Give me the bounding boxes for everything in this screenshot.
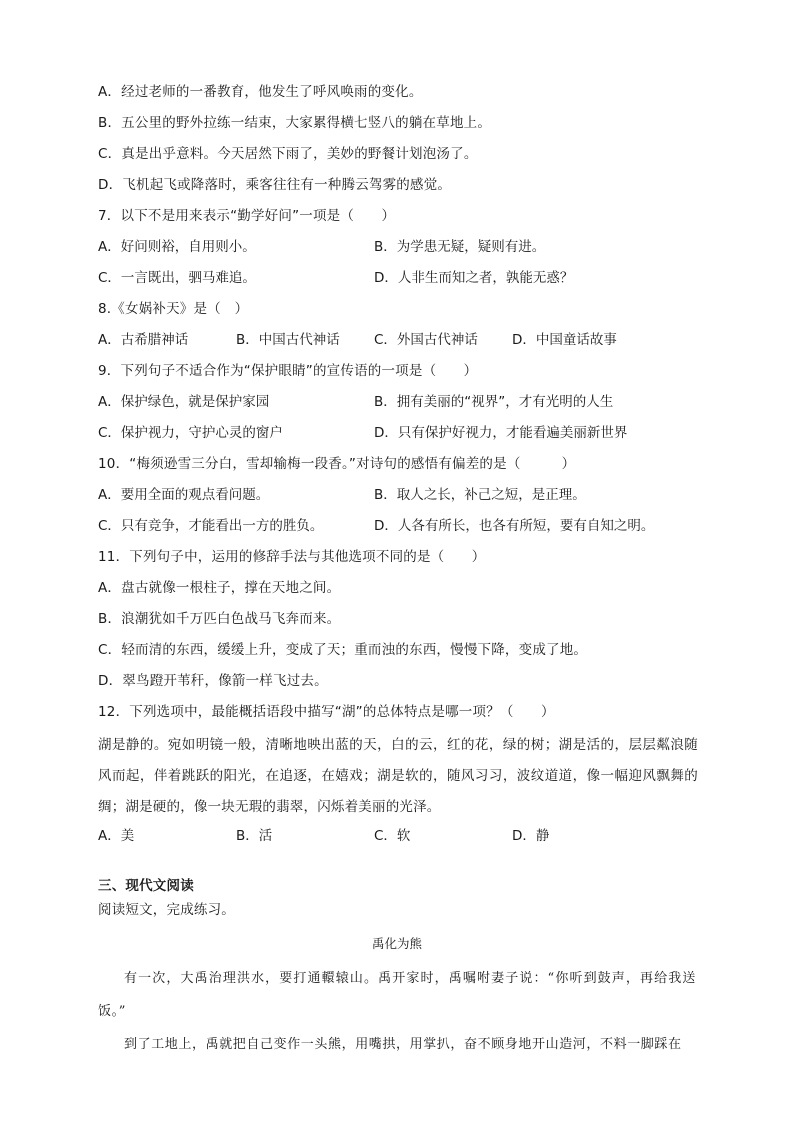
q8-option-b: B．中国古代神话 (236, 332, 340, 348)
q6-option-d: D．飞机起飞或降落时，乘客往往有一种腾云驾雾的感觉。 (98, 177, 452, 193)
q10-option-d: D．人各有所长，也各有所短，要有自知之明。 (374, 518, 655, 534)
q7-option-c: C．一言既出，驷马难追。 (98, 270, 256, 286)
q10-stem: 10．“梅须逊雪三分白，雪却输梅一段香。”对诗句的感悟有偏差的是（ ） (98, 456, 576, 472)
q8-option-a: A．古希腊神话 (98, 332, 189, 348)
q9-option-a: A．保护绿色，就是保护家园 (98, 394, 270, 410)
q8-option-c: C．外国古代神话 (374, 332, 478, 348)
q7-option-b: B．为学患无疑，疑则有进。 (374, 239, 546, 255)
q8-option-d: D．中国童话故事 (512, 332, 617, 348)
q9-option-c: C．保护视力，守护心灵的窗户 (98, 425, 283, 441)
q12-passage: 湖是静的。宛如明镜一般，清晰地映出蓝的天，白的云，红的花，绿的树；湖是活的，层层粼浪随风而起，伴着跳跃的阳光，在追逐，在嬉戏；湖是软的，随风习习，波纹道道，像一幅迎风飘舞的绸；湖是硬的，像一块无瑕的翡翠，闪烁着美丽的光泽。 (98, 737, 698, 815)
q6-option-a: A．经过老师的一番教育，他发生了呼风唤雨的变化。 (98, 84, 423, 100)
q7-option-d: D．人非生而知之者，孰能无惑？ (374, 270, 574, 286)
q9-option-d: D．只有保护好视力，才能看遍美丽新世界 (374, 425, 628, 441)
story-paragraph-1: 有一次，大禹治理洪水，要打通轘辕山。禹开家时，禹嘱咐妻子说：“你听到鼓声，再给我送饭。” (98, 971, 696, 1019)
q7-stem: 7．以下不是用来表示“勤学好问”一项是（ ） (98, 208, 396, 224)
q6-option-c: C．真是出乎意料。今天居然下雨了，美妙的野餐计划泡汤了。 (98, 146, 478, 162)
q7-option-a: A．好问则裕，自用则小。 (98, 239, 256, 255)
q11-stem: 11．下列句子中，运用的修辞手法与其他选项不同的是（ ） (98, 549, 486, 565)
q10-option-a: A．要用全面的观点看问题。 (98, 487, 270, 503)
q12-option-d: D．静 (512, 828, 550, 844)
q10-option-c: C．只有竞争，才能看出一方的胜负。 (98, 518, 324, 534)
q11-option-b: B．浪潮犹如千万匹白色战马飞奔而来。 (98, 611, 341, 627)
q8-stem: 8.《女娲补天》是（ ） (98, 301, 249, 317)
q11-option-a: A．盘古就像一根柱子，撑在天地之间。 (98, 580, 341, 596)
q9-option-b: B．拥有美丽的“视界”，才有光明的人生 (374, 394, 614, 410)
q10-option-b: B．取人之长，补己之短，是正理。 (374, 487, 586, 503)
q12-stem: 12．下列选项中，最能概括语段中描写“湖”的总体特点是哪一项？（ ） (98, 704, 555, 720)
q12-option-c: C．软 (374, 828, 411, 844)
q12-option-b: B．活 (236, 828, 273, 844)
q12-option-a: A．美 (98, 828, 135, 844)
q11-option-d: D．翠鸟蹬开苇秆，像箭一样飞过去。 (98, 673, 328, 689)
story-title: 禹化为熊 (371, 936, 422, 951)
section-heading: 三、现代文阅读 (98, 878, 194, 894)
q6-option-b: B．五公里的野外拉练一结束，大家累得横七竖八的躺在草地上。 (98, 115, 492, 131)
section-instruction: 阅读短文，完成练习。 (98, 902, 235, 918)
q9-stem: 9．下列句子不适合作为“保护眼睛”的宣传语的一项是（ ） (98, 363, 478, 379)
story-paragraph-2: 到了工地上，禹就把自己变作一头熊，用嘴拱，用掌扒，奋不顾身地开山造河，不料一脚踩在 (124, 1037, 682, 1052)
q11-option-c: C．轻而清的东西，缓缓上升，变成了天；重而浊的东西，慢慢下降，变成了地。 (98, 642, 588, 658)
